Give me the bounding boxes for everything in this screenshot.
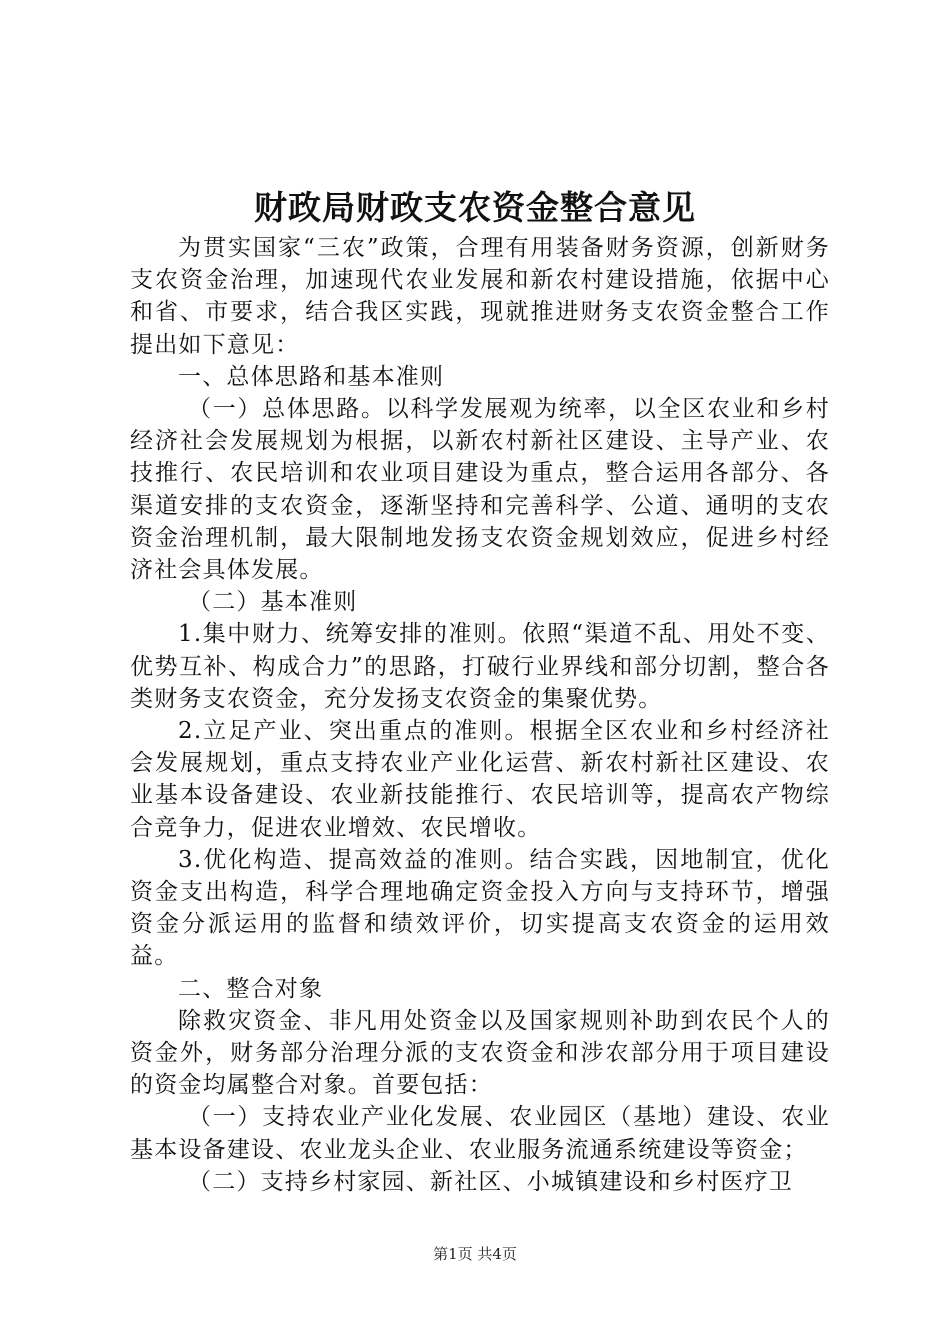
page-footer: 第1页 共4页 [433, 1245, 517, 1263]
paragraph: （二）基本准则 [188, 589, 358, 616]
paragraph: 3.优化构造、提高效益的准则。结合实践，因地制宜，优化资金支出构造，科学合理地确定资金投入方向与支持环节，增强资金分派运用的监督和绩效评价，切实提高支农资金的运用效益。 [130, 846, 830, 970]
paragraph: （一）总体思路。以科学发展观为统率，以全区农业和乡村经济社会发展规划为根据，以新农村新社区建设、主导产业、农技推行、农民培训和农业项目建设为重点，整合运用各部分、各渠道安排的支农资金，逐渐坚持和完善科学、公道、通明的支农资金治理机制，最大限制地发扬支农资金规划效应，促进乡村经济社会具体发展。 [130, 396, 830, 584]
paragraph: 2.立足产业、突出重点的准则。根据全区农业和乡村经济社会发展规划，重点支持农业产业化运营、新农村新社区建设、农业基本设备建设、农业新技能推行、农民培训等，提高农产物综合竞争力，促进农业增效、农民增收。 [130, 718, 830, 841]
paragraph: 一、总体思路和基本准则 [178, 363, 445, 390]
paragraph: 除救灾资金、非凡用处资金以及国家规则补助到农民个人的资金外，财务部分治理分派的支农资金和涉农部分用于项目建设的资金均属整合对象。首要包括： [130, 1007, 830, 1099]
paragraph: 二、整合对象 [178, 975, 324, 1002]
document-body [130, 232, 830, 1198]
paragraph: 为贯实国家“三农”政策，合理有用装备财务资源，创新财务支农资金治理，加速现代农业发展和新农村建设措施，依据中心和省、市要求，结合我区实践，现就推进财务支农资金整合工作提出如下意见： [130, 235, 830, 358]
paragraph: （一）支持农业产业化发展、农业园区（基地）建设、农业基本设备建设、农业龙头企业、农业服务流通系统建设等资金； [130, 1104, 830, 1163]
document-title: 财政局财政支农资金整合意见 [254, 188, 696, 227]
paragraph: 1.集中财力、统筹安排的准则。依照“渠道不乱、用处不变、优势互补、构成合力”的思路，打破行业界线和部分切割，整合各类财务支农资金，充分发扬支农资金的集聚优势。 [130, 621, 830, 712]
paragraph: （二）支持乡村家园、新社区、小城镇建设和乡村医疗卫 [188, 1168, 793, 1195]
